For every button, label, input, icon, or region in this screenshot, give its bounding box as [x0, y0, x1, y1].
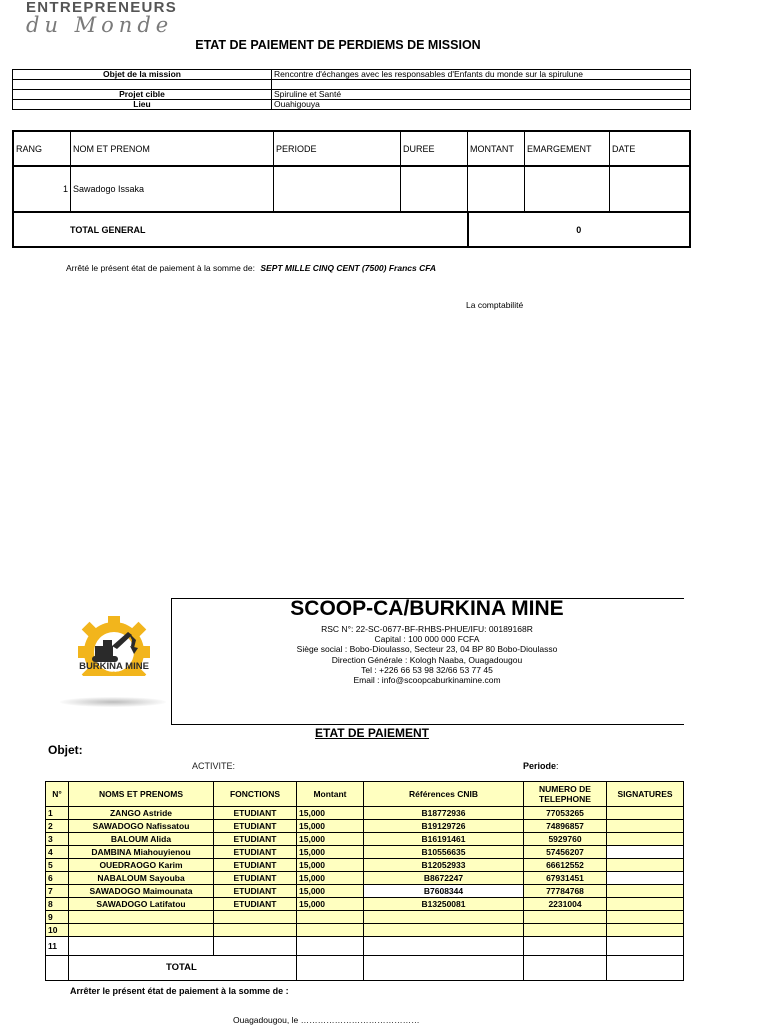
row-tel: 66612552 — [524, 859, 607, 872]
row-nom — [69, 911, 214, 924]
logo-brand-sub: SCOOP-CA — [97, 672, 130, 678]
row-number: 4 — [46, 846, 69, 859]
table-row — [46, 924, 684, 937]
info-row — [13, 90, 691, 100]
row-number: 1 — [46, 807, 69, 820]
place-date-line: Ouagadougou, le …………………………………… — [233, 1015, 420, 1025]
periode-colon: : — [556, 761, 559, 771]
row-signature — [607, 859, 684, 872]
row-signature — [607, 898, 684, 911]
row-fonction: ETUDIANT — [214, 859, 297, 872]
row-cnib: B10556635 — [364, 846, 524, 859]
row-nom — [69, 937, 214, 956]
row-cnib: B16191461 — [364, 833, 524, 846]
info-key — [13, 80, 272, 90]
row-tel: 77784768 — [524, 885, 607, 898]
info-row — [13, 100, 691, 110]
row-cnib: B13250081 — [364, 898, 524, 911]
info-value: Ouahigouya — [272, 100, 691, 110]
row-montant: 15,000 — [297, 833, 364, 846]
table-row — [13, 166, 690, 212]
col-n: N° — [46, 782, 69, 807]
row-montant — [297, 911, 364, 924]
col-rang: RANG — [13, 131, 71, 166]
info-value: Rencontre d'échanges avec les responsables d'Enfants du monde sur la spirulune — [272, 70, 691, 80]
objet-label: Objet: — [48, 743, 83, 757]
nom-cell: Sawadogo Issaka — [71, 166, 274, 212]
col-nom: NOM ET PRENOM — [71, 131, 274, 166]
company-siege: Siège social : Bobo-Dioulasso, Secteur 23, 04 BP 80 Bobo-Dioulasso — [296, 644, 558, 655]
row-signature — [607, 820, 684, 833]
row-fonction: ETUDIANT — [214, 846, 297, 859]
table-row — [46, 885, 684, 898]
row-signature — [607, 872, 684, 885]
col-emargement: EMARGEMENT — [525, 131, 610, 166]
col-fonctions: FONCTIONS — [214, 782, 297, 807]
date-cell — [610, 166, 691, 212]
row-number: 6 — [46, 872, 69, 885]
row-number: 9 — [46, 911, 69, 924]
row-montant: 15,000 — [297, 807, 364, 820]
company-capital: Capital : 100 000 000 FCFA — [374, 634, 480, 645]
info-key: Lieu — [13, 100, 272, 110]
rang-cell: 1 — [13, 166, 71, 212]
row-cnib: B12052933 — [364, 859, 524, 872]
entrepreneurs-du-monde-logo — [26, 0, 236, 36]
row-number: 2 — [46, 820, 69, 833]
row-number: 8 — [46, 898, 69, 911]
logo-brand-name: BURKINA MINE — [79, 661, 149, 672]
row-signature — [607, 911, 684, 924]
periode-text: Periode — [523, 761, 557, 771]
row-montant: 15,000 — [297, 859, 364, 872]
arrete-label: Arrêté le présent état de paiement à la somme de: — [66, 263, 255, 273]
total-row — [46, 956, 684, 981]
arrete-amount: SEPT MILLE CINQ CENT (7500) Francs CFA — [260, 263, 437, 273]
row-number: 10 — [46, 924, 69, 937]
row-montant: 15,000 — [297, 898, 364, 911]
comptabilite-signature: La comptabilité — [466, 300, 524, 310]
total-signature — [607, 956, 684, 981]
table-row — [46, 859, 684, 872]
col-date: DATE — [610, 131, 691, 166]
table-row — [46, 898, 684, 911]
col-telephone: NUMERO DE TELEPHONE — [524, 782, 607, 807]
company-direction: Direction Générale : Kologh Naaba, Ouagadougou — [331, 654, 523, 665]
activite-label: ACTIVITE: — [192, 761, 236, 771]
col-montant: Montant — [297, 782, 364, 807]
row-cnib: B8672247 — [364, 872, 524, 885]
company-tel: Tel : +226 66 53 98 32/66 53 77 45 — [361, 664, 493, 675]
info-value — [272, 80, 691, 90]
company-rsc: RSC N°: 22-SC-0677-BF-RHBS-PHUE/IFU: 00189168R — [321, 624, 533, 634]
total-blank — [46, 956, 69, 981]
montant-cell — [468, 166, 525, 212]
table-row — [46, 872, 684, 885]
arrete-statement-2: Arrêter le présent état de paiement à la somme de : — [70, 986, 289, 996]
row-montant: 15,000 — [297, 820, 364, 833]
row-signature — [607, 807, 684, 820]
info-row — [13, 70, 691, 80]
row-tel: 5929760 — [524, 833, 607, 846]
table-row — [46, 807, 684, 820]
row-tel: 77053265 — [524, 807, 607, 820]
row-cnib: B7608344 — [364, 885, 524, 898]
row-number: 3 — [46, 833, 69, 846]
row-fonction — [214, 911, 297, 924]
row-montant — [297, 924, 364, 937]
table-row — [46, 833, 684, 846]
row-tel: 67931451 — [524, 872, 607, 885]
total-cnib — [364, 956, 524, 981]
row-nom: SAWADOGO Nafissatou — [69, 820, 214, 833]
row-montant — [297, 937, 364, 956]
row-nom: OUEDRAOGO Karim — [69, 859, 214, 872]
table-row — [46, 911, 684, 924]
mission-perdiem-title: ETAT DE PAIEMENT DE PERDIEMS DE MISSION — [195, 38, 481, 52]
company-details — [171, 624, 683, 685]
row-tel: 74896857 — [524, 820, 607, 833]
row-cnib — [364, 911, 524, 924]
row-nom — [69, 924, 214, 937]
row-cnib: B18772936 — [364, 807, 524, 820]
row-tel — [524, 911, 607, 924]
info-key: Projet cible — [13, 90, 272, 100]
logo-line-2: du Monde — [26, 13, 174, 37]
row-cnib: B19129726 — [364, 820, 524, 833]
row-fonction: ETUDIANT — [214, 885, 297, 898]
info-value: Spiruline et Santé — [272, 90, 691, 100]
col-duree: DUREE — [401, 131, 468, 166]
row-nom: SAWADOGO Latifatou — [69, 898, 214, 911]
col-periode: PERIODE — [274, 131, 401, 166]
row-tel — [524, 937, 607, 956]
row-fonction: ETUDIANT — [214, 872, 297, 885]
row-fonction: ETUDIANT — [214, 898, 297, 911]
total-montant — [297, 956, 364, 981]
periode-label — [523, 761, 559, 771]
row-number: 11 — [46, 937, 69, 956]
row-signature — [607, 937, 684, 956]
total-tel — [524, 956, 607, 981]
company-name: SCOOP-CA/BURKINA MINE — [290, 597, 564, 620]
emargement-cell — [525, 166, 610, 212]
etat-paiement-title: ETAT DE PAIEMENT — [315, 726, 429, 740]
perdiem-header-row — [13, 131, 690, 166]
periode-cell — [274, 166, 401, 212]
table-row — [46, 937, 684, 956]
row-fonction — [214, 937, 297, 956]
row-tel: 57456207 — [524, 846, 607, 859]
col-cnib: Références CNIB — [364, 782, 524, 807]
row-number: 5 — [46, 859, 69, 872]
row-montant: 15,000 — [297, 846, 364, 859]
row-nom: BALOUM Alida — [69, 833, 214, 846]
total-label: TOTAL — [69, 956, 297, 981]
col-noms: NOMS ET PRENOMS — [69, 782, 214, 807]
row-signature — [607, 924, 684, 937]
payment-header-row — [46, 782, 684, 807]
row-number: 7 — [46, 885, 69, 898]
logo-shadow — [60, 697, 166, 707]
row-signature — [607, 885, 684, 898]
info-key: Objet de la mission — [13, 70, 272, 80]
row-fonction: ETUDIANT — [214, 833, 297, 846]
row-tel — [524, 924, 607, 937]
row-montant: 15,000 — [297, 872, 364, 885]
duree-cell — [401, 166, 468, 212]
perdiem-table — [12, 130, 691, 248]
col-signatures: SIGNATURES — [607, 782, 684, 807]
burkina-mine-logo — [62, 612, 166, 710]
col-montant: MONTANT — [468, 131, 525, 166]
row-cnib — [364, 924, 524, 937]
row-fonction — [214, 924, 297, 937]
row-signature — [607, 846, 684, 859]
row-nom: NABALOUM Sayouba — [69, 872, 214, 885]
info-row — [13, 80, 691, 90]
row-montant: 15,000 — [297, 885, 364, 898]
row-nom: ZANGO Astride — [69, 807, 214, 820]
row-cnib — [364, 937, 524, 956]
total-general-label: TOTAL GENERAL — [13, 212, 468, 247]
row-nom: DAMBINA Miahouyienou — [69, 846, 214, 859]
total-general-value: 0 — [468, 212, 691, 247]
row-nom: SAWADOGO Maimounata — [69, 885, 214, 898]
table-row — [46, 820, 684, 833]
total-row — [13, 212, 690, 247]
mission-info-table — [12, 69, 691, 110]
company-email: Email : info@scoopcaburkinamine.com — [353, 675, 501, 686]
arrete-statement — [66, 263, 436, 273]
row-fonction: ETUDIANT — [214, 820, 297, 833]
logo-line-1: ENTREPRENEURS — [26, 0, 178, 16]
payment-table — [45, 781, 684, 981]
row-signature — [607, 833, 684, 846]
row-fonction: ETUDIANT — [214, 807, 297, 820]
table-row — [46, 846, 684, 859]
row-tel: 2231004 — [524, 898, 607, 911]
